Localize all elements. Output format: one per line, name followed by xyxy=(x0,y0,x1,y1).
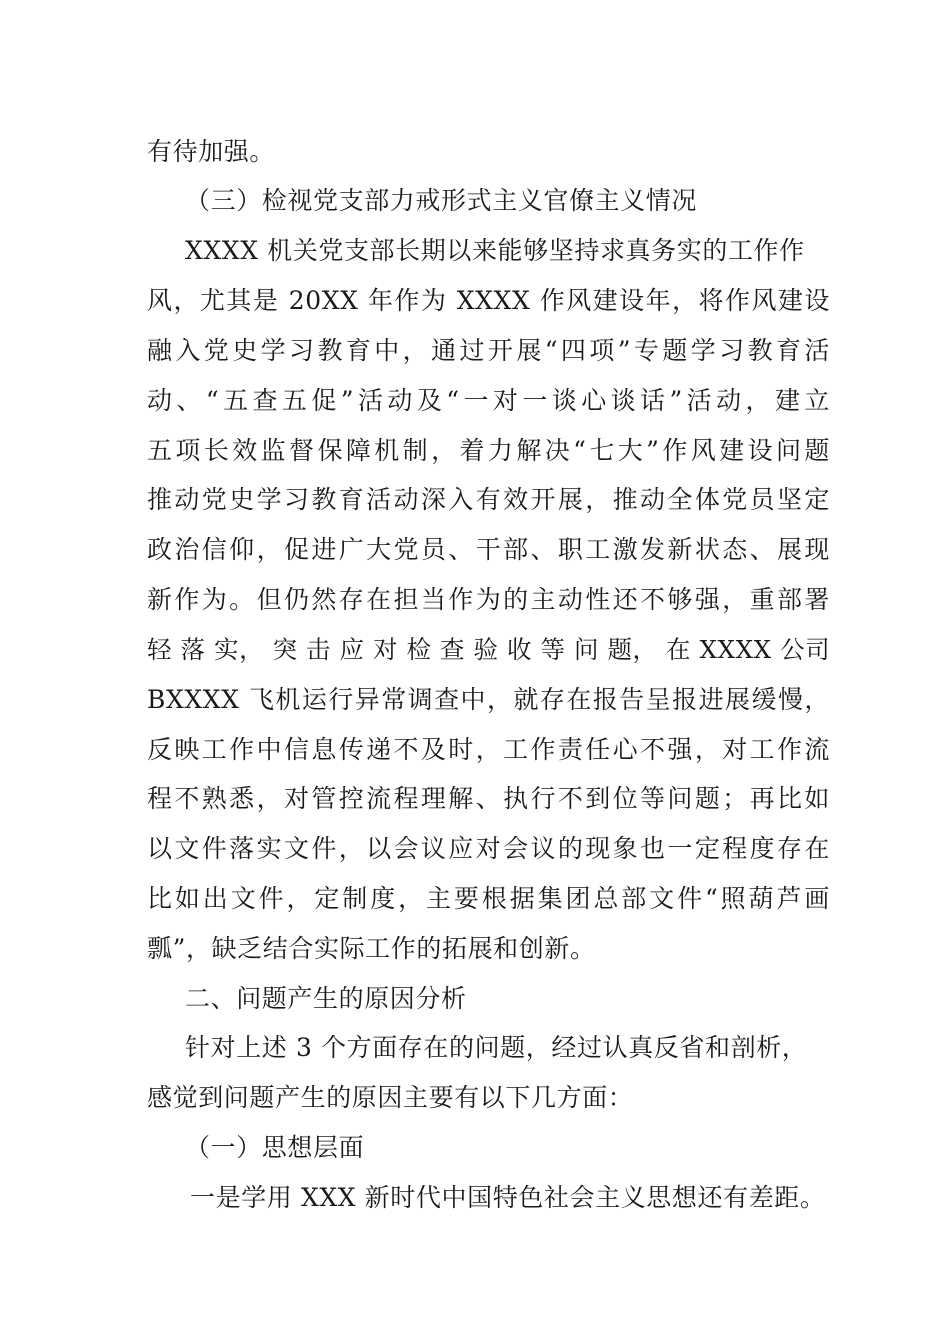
paragraph-line: 感觉到问题产生的原因主要有以下几方面： xyxy=(147,1083,634,1112)
paragraph-line: 风，尤其是 20XX 年作为 XXXX 作风建设年，将作风建设 xyxy=(147,286,830,315)
paragraph-line: 针对上述 3 个方面存在的问题，经过认真反省和剖析， xyxy=(185,1033,808,1062)
paragraph-line: 比如出文件，定制度，主要根据集团总部文件“照葫芦画 xyxy=(147,884,830,913)
paragraph-line: 轻 落 实， 突 击 应 对 检 查 验 收 等 问 题， 在 XXXX 公司 xyxy=(147,635,831,664)
paragraph-line: 瓢”，缺乏结合实际工作的拓展和创新。 xyxy=(147,934,596,963)
paragraph-line: BXXXX 飞机运行异常调查中，就存在报告呈报进展缓慢， xyxy=(147,685,830,714)
section-heading: （三）检视党支部力戒形式主义官僚主义情况 xyxy=(185,186,698,215)
paragraph-line: 五项长效监督保障机制，着力解决“七大”作风建设问题 xyxy=(147,436,830,465)
paragraph-line: 反映工作中信息传递不及时，工作责任心不强，对工作流 xyxy=(147,735,830,764)
paragraph-line: 有待加强。 xyxy=(147,137,276,166)
paragraph-line: 融入党史学习教育中，通过开展“四项”专题学习教育活 xyxy=(147,336,830,365)
paragraph-line: XXXX 机关党支部长期以来能够坚持求真务实的工作作 xyxy=(185,236,805,265)
paragraph-line: 一是学用 XXX 新时代中国特色社会主义思想还有差距。 xyxy=(190,1183,826,1212)
section-heading: 二、问题产生的原因分析 xyxy=(185,984,467,1013)
paragraph-line: 政治信仰，促进广大党员、干部、职工激发新状态、展现 xyxy=(147,535,830,564)
paragraph-line: 新作为。但仍然存在担当作为的主动性还不够强，重部署 xyxy=(147,585,830,614)
paragraph-line: 推动党史学习教育活动深入有效开展，推动全体党员坚定 xyxy=(147,485,830,514)
paragraph-line: 程不熟悉，对管控流程理解、执行不到位等问题；再比如 xyxy=(147,784,830,813)
paragraph-line: 以文件落实文件，以会议应对会议的现象也一定程度存在 xyxy=(147,834,830,863)
subsection-heading: （一）思想层面 xyxy=(185,1133,365,1162)
paragraph-line: 动、“五查五促”活动及“一对一谈心谈话”活动，建立 xyxy=(147,386,830,415)
